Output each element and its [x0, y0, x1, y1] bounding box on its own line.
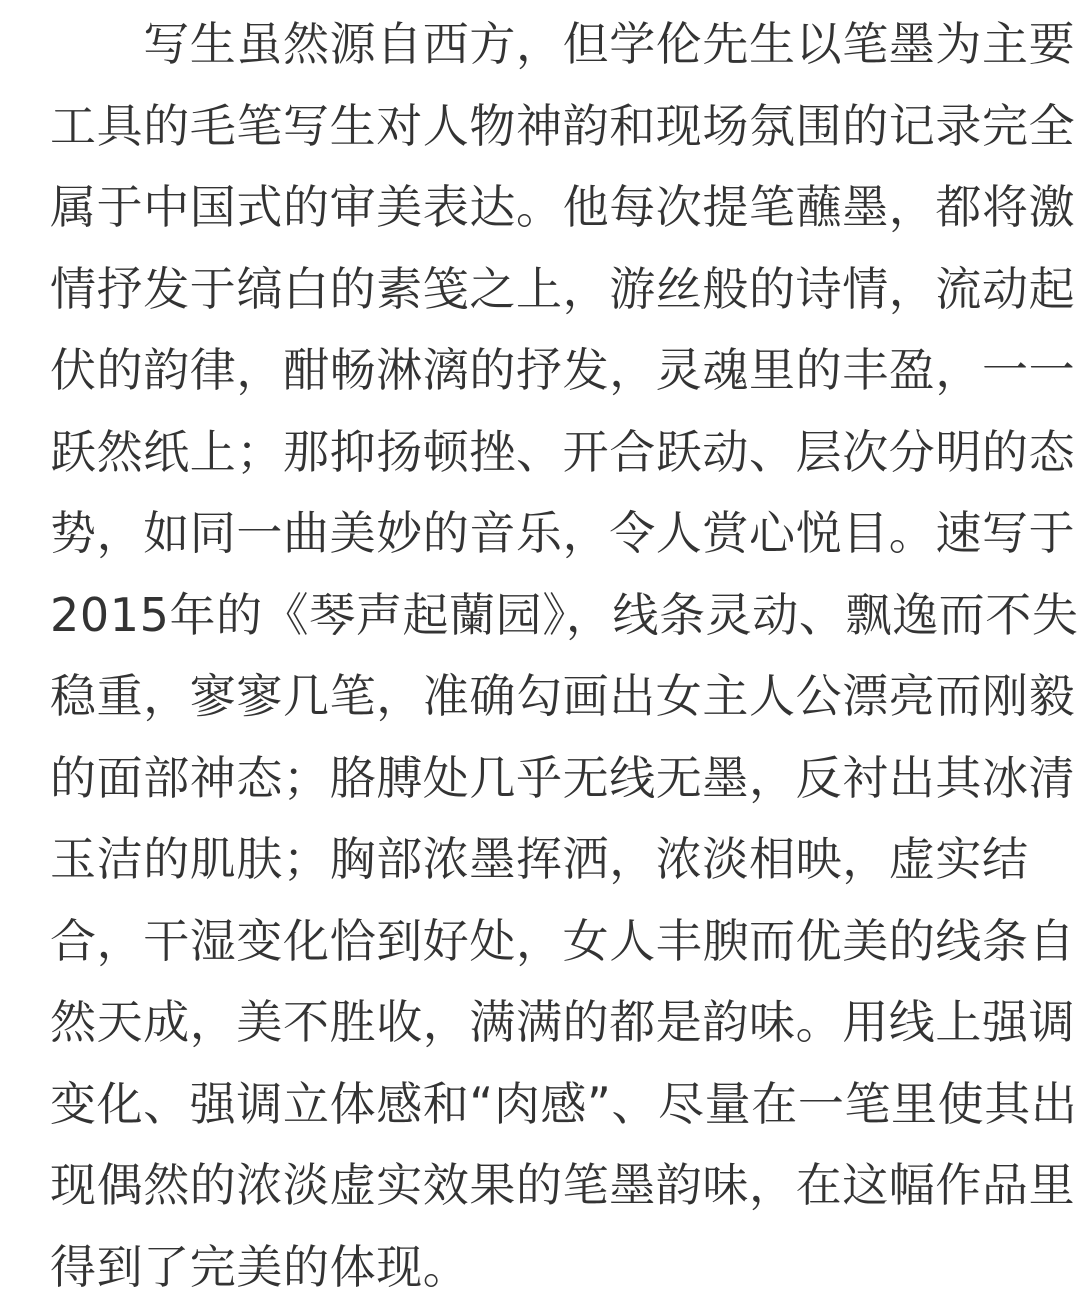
paragraph-line-7: 势，如同一曲美妙的音乐，令人赏心悦目。速写于	[50, 493, 1032, 575]
paragraph-line-12: 合，干湿变化恰到好处，女人丰腴而优美的线条自	[50, 901, 1032, 983]
paragraph-line-5: 伏的韵律，酣畅淋漓的抒发，灵魂里的丰盈，一一	[50, 330, 1032, 412]
paragraph-line-14: 变化、强调立体感和“肉感”、尽量在一笔里使其出	[50, 1064, 1032, 1146]
paragraph-line-6: 跃然纸上；那抑扬顿挫、开合跃动、层次分明的态	[50, 412, 1032, 494]
article-body	[50, 4, 1032, 1308]
paragraph-line-8: 2015年的《琴声起蘭园》，线条灵动、飘逸而不失	[50, 575, 1032, 657]
paragraph-line-10: 的面部神态；胳膊处几乎无线无墨，反衬出其冰清	[50, 738, 1032, 820]
paragraph-line-4: 情抒发于缟白的素笺之上，游丝般的诗情，流动起	[50, 249, 1032, 331]
paragraph-line-1: 写生虽然源自西方，但学伦先生以笔墨为主要	[50, 4, 1032, 86]
paragraph-line-13: 然天成，美不胜收，满满的都是韵味。用线上强调	[50, 982, 1032, 1064]
paragraph-line-9: 稳重，寥寥几笔，准确勾画出女主人公漂亮而刚毅	[50, 656, 1032, 738]
paragraph-line-15: 现偶然的浓淡虚实效果的笔墨韵味，在这幅作品里	[50, 1145, 1032, 1227]
paragraph-line-3: 属于中国式的审美表达。他每次提笔蘸墨，都将激	[50, 167, 1032, 249]
paragraph-line-2: 工具的毛笔写生对人物神韵和现场氛围的记录完全	[50, 86, 1032, 168]
paragraph-line-16: 得到了完美的体现。	[50, 1227, 1032, 1308]
paragraph-line-11: 玉洁的肌肤；胸部浓墨挥洒，浓淡相映，虚实结	[50, 819, 1032, 901]
